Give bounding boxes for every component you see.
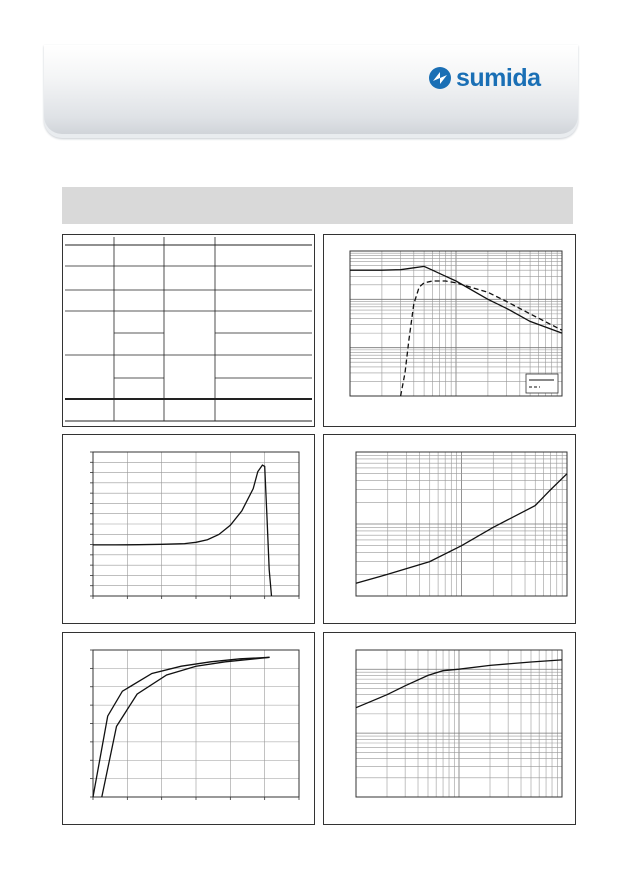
impedance-chart	[324, 235, 575, 426]
temperature-chart-panel	[62, 434, 315, 624]
series-line-2	[102, 657, 270, 797]
legend-box	[526, 374, 558, 393]
bh-chart-panel	[62, 632, 315, 825]
impedance-chart-panel	[323, 234, 576, 427]
temperature-chart	[63, 435, 314, 623]
saturation-chart	[324, 633, 575, 824]
log-chart	[324, 435, 575, 623]
spec-table-panel	[62, 234, 315, 427]
brand-name: sumida	[456, 63, 541, 92]
brand-logo	[428, 64, 541, 92]
log-chart-panel	[323, 434, 576, 624]
series-line-1	[93, 465, 272, 596]
sumida-logo-icon	[428, 66, 452, 90]
bh-chart	[63, 633, 314, 824]
saturation-chart-panel	[323, 632, 576, 825]
series-line-1	[93, 657, 270, 797]
title-bar	[62, 187, 573, 224]
spec-table	[63, 235, 314, 426]
